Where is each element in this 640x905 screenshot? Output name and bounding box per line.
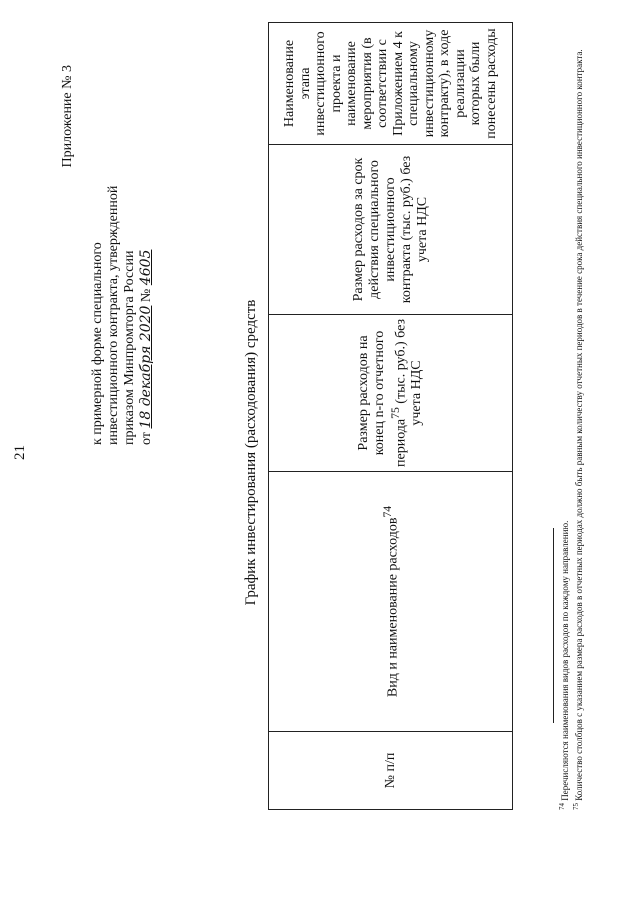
investment-schedule-table bbox=[268, 22, 513, 810]
header-row-number: № п/п bbox=[269, 732, 513, 810]
handwritten-number: 4605 bbox=[138, 249, 154, 286]
footnote-ref-75: 75 bbox=[388, 407, 402, 419]
appendix-date-line bbox=[138, 25, 155, 445]
table-header-row bbox=[269, 23, 513, 810]
appendix-line: приказом Минпромторга России bbox=[122, 250, 137, 445]
appendix-title: Приложение № 3 bbox=[60, 65, 75, 168]
footnote-75: $^{75}$ Количество столбцов с указанием размера расходов в отчетных периодах должно быть равным количеству отчетных периодов в течение срока действия специального инвестиционного контракта. bbox=[572, 49, 584, 810]
header-period-expenses: Размер расходов на конец n-го отчетного периода$^{75}$ (тыс. руб.) без учета НДС bbox=[269, 315, 513, 472]
footnote-ref-74: 74 bbox=[380, 505, 394, 518]
appendix-header bbox=[60, 25, 155, 445]
number-prefix: № bbox=[139, 288, 154, 303]
header-total-expenses: Размер расходов за срок действия специального инвестиционного контракта (тыс. руб.) без учета НДС bbox=[269, 145, 513, 315]
header-stage-name: Наименование этапа инвестиционного проекта и наименование мероприятия (в соответствии с Приложением 4 к специальному инвестиционному контракту), в ходе реализации которых были понесены расходы bbox=[269, 23, 513, 145]
handwritten-date: 18 декабря 2020 bbox=[138, 305, 154, 429]
page-number: 21 bbox=[12, 445, 28, 460]
document-title: График инвестирования (расходования) средств bbox=[243, 299, 259, 606]
footnote-74: $^{74}$ Перечисляются наименования видов расходов по каждому направлению. bbox=[558, 520, 570, 810]
appendix-line: инвестиционного контракта, утвержденной bbox=[106, 185, 121, 445]
footnotes bbox=[557, 20, 585, 810]
header-expense-type: Вид и наименование расходов$^{74}$ bbox=[269, 472, 513, 732]
footnote-separator bbox=[553, 528, 554, 723]
date-prefix: от bbox=[139, 432, 154, 445]
appendix-line: к примерной форме специального bbox=[90, 242, 105, 445]
